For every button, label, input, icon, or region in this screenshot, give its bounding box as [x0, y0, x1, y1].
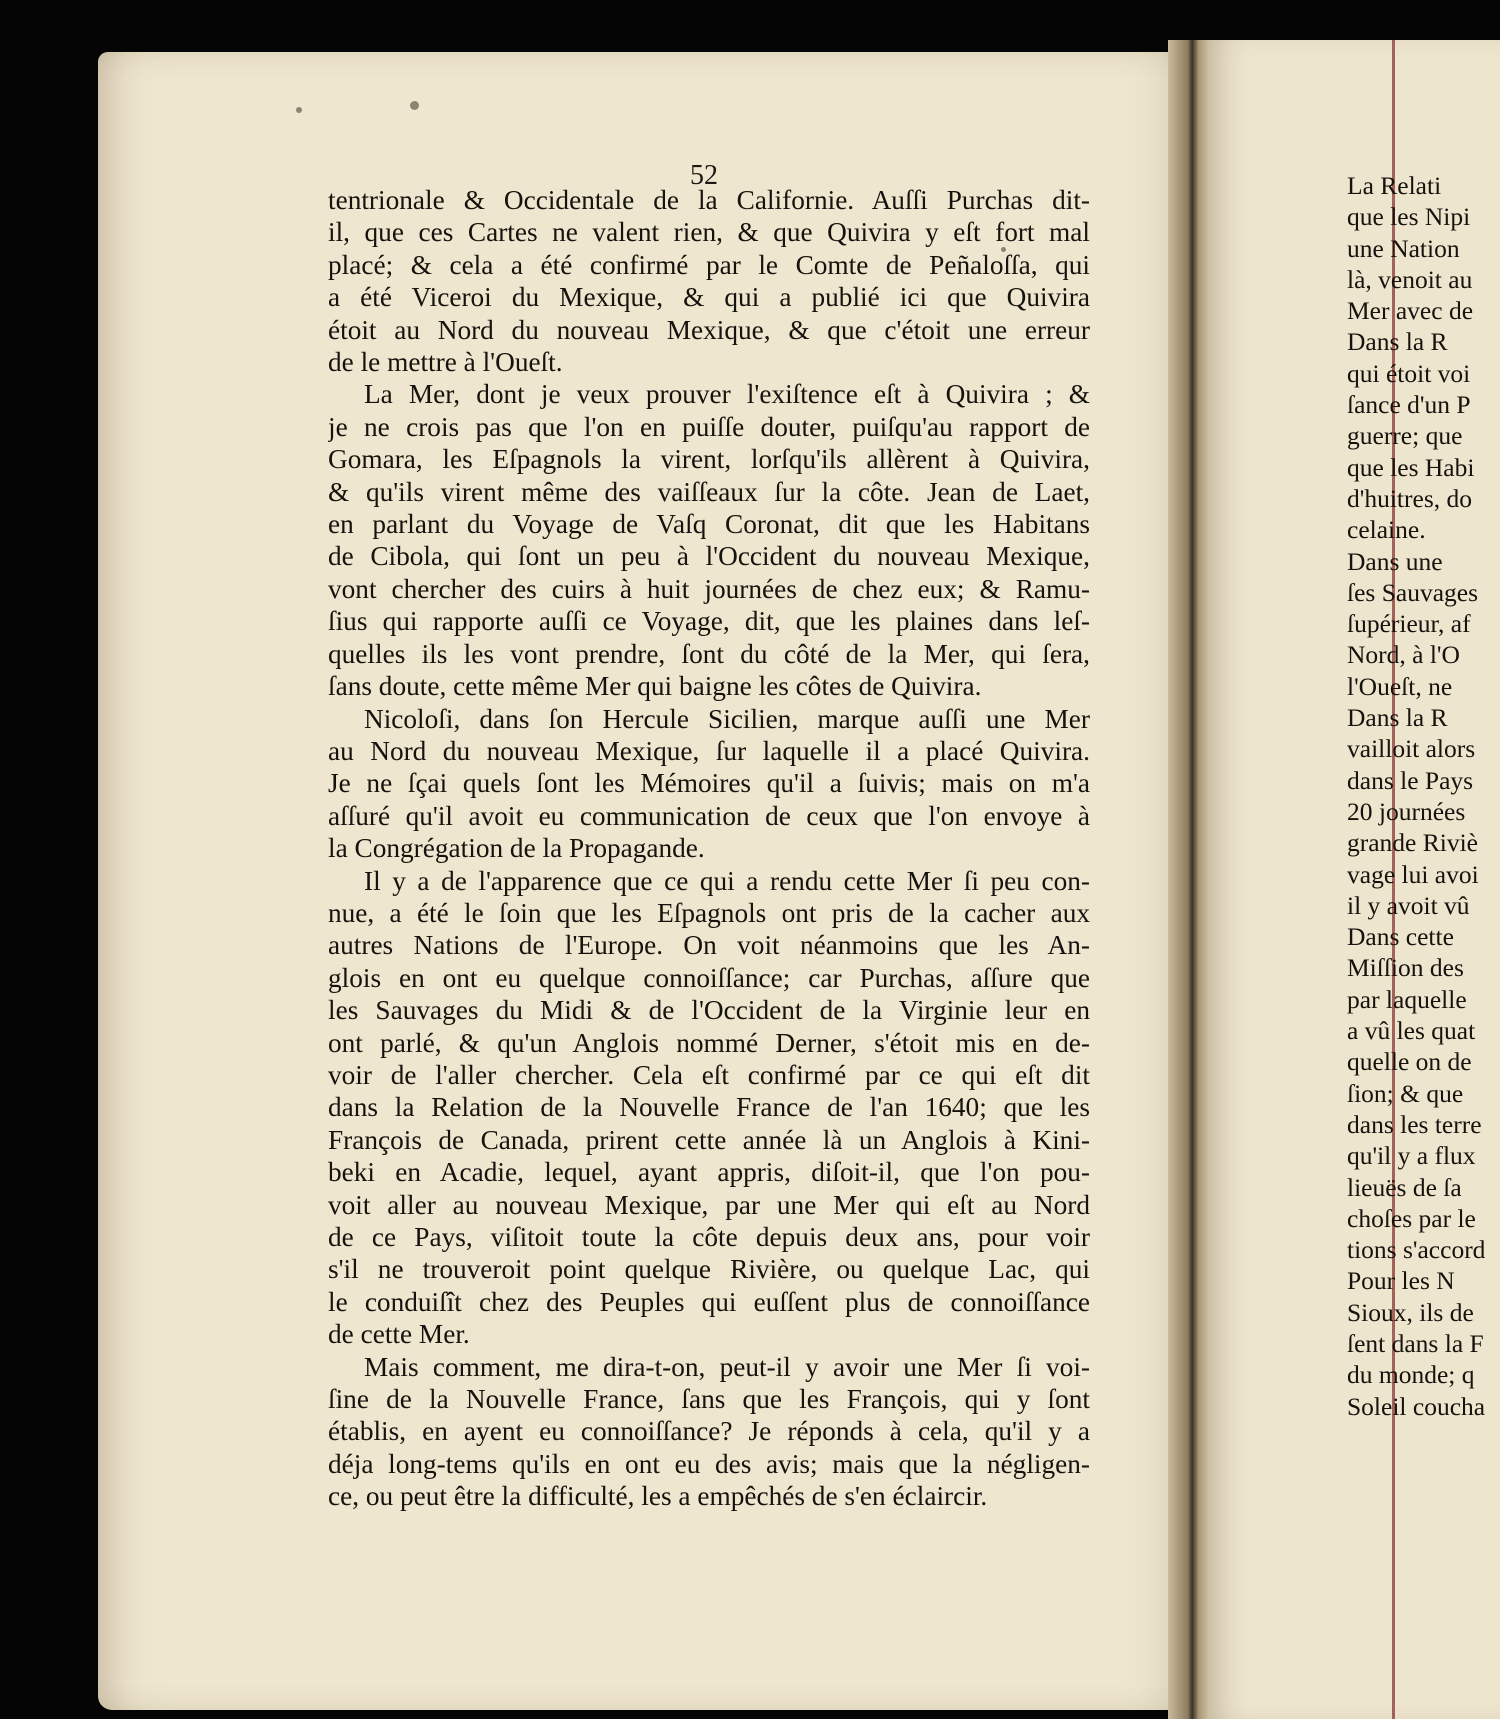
text-line: Nord, à l'O [1347, 640, 1460, 670]
text-line: je ne crois pas que l'on en puiſſe douter, puiſqu'au rapport de [328, 411, 1090, 442]
text-line: 20 journées [1347, 796, 1466, 826]
text-line: au Nord du nouveau Mexique, ſur laquelle il a placé Quivira. [328, 735, 1090, 766]
text-line: Dans la R [1347, 327, 1448, 357]
page-number: 52 [690, 160, 718, 191]
text-line: Dans une [1347, 546, 1443, 576]
text-line: déja long-tems qu'ils en ont eu des avis; mais que la négligen- [328, 1448, 1090, 1479]
paragraph-5 [328, 1351, 1090, 1513]
text-line: une Nation [1347, 233, 1460, 263]
text-line: tions s'accord [1347, 1235, 1486, 1265]
text-line: lieuës de ſa [1347, 1172, 1462, 1202]
text-line: ſent dans la F [1347, 1328, 1484, 1358]
text-line: ſine de la Nouvelle France, ſans que les François, qui y ſont [328, 1384, 1090, 1415]
text-line: glois en ont eu quelque connoiſſance; car Purchas, aſſure que [328, 962, 1090, 993]
text-line: il y avoit vû [1347, 890, 1470, 920]
text-line: aſſuré qu'il avoit eu communication de ceux que l'on envoye à [328, 800, 1090, 831]
text-line: de ce Pays, viſitoit toute la côte depuis deux ans, pour voir [328, 1222, 1090, 1252]
text-line: en parlant du Voyage de Vaſq Coronat, dit que les Habitans [328, 509, 1090, 540]
text-line: & qu'ils virent même des vaiſſeaux ſur la côte. Jean de Laet, [328, 476, 1090, 507]
text-line: que les Habi [1347, 452, 1475, 482]
text-line: beki en Acadie, lequel, ayant appris, diſoit-il, que l'on pou- [328, 1157, 1090, 1188]
text-line: ſupérieur, af [1347, 609, 1471, 639]
paper-speck [410, 101, 419, 110]
text-line: d'huitres, do [1347, 483, 1472, 513]
text-line: Soleil coucha [1347, 1391, 1486, 1421]
text-line: Pour les N [1347, 1266, 1455, 1296]
text-line: Dans cette [1347, 922, 1454, 952]
text-line: qu'il y a flux [1347, 1141, 1476, 1171]
text-line: a été Viceroi du Mexique, & qui a publié ici que Quivira [328, 282, 1090, 313]
text-line: du monde; q [1347, 1360, 1475, 1390]
paper-speck [296, 107, 302, 113]
text-line: de le mettre à l'Oueſt. [328, 347, 563, 378]
text-line: Je ne ſçai quels ſont les Mémoires qu'il a ſuivis; mais on m'a [328, 768, 1090, 799]
text-line: La Relati [1347, 171, 1442, 200]
paragraph-3 [328, 703, 1090, 865]
text-line: il, que ces Cartes ne valent rien, & que Quivira y eſt fort mal [328, 217, 1090, 248]
paragraph-1 [328, 184, 1090, 378]
book-gutter [1168, 40, 1212, 1719]
text-line: Gomara, les Eſpagnols la virent, lorſqu'ils allèrent à Quivira, [328, 444, 1090, 475]
text-line: vage lui avoi [1347, 859, 1479, 889]
text-line: la Congrégation de la Propagande. [328, 833, 705, 864]
text-line: La Mer, dont je veux prouver l'exiſtence eſt à Quivira ; & [364, 379, 1090, 410]
text-line: celaine. [1347, 515, 1426, 545]
text-line: ſance d'un P [1347, 390, 1471, 420]
text-line: dans la Relation de la Nouvelle France de l'an 1640; que les [328, 1092, 1090, 1123]
text-line: dans les terre [1347, 1109, 1482, 1139]
text-line: de cette Mer. [328, 1319, 470, 1350]
text-line: a vû les quat [1347, 1016, 1476, 1046]
text-line: Mer avec de [1347, 296, 1474, 326]
text-line: de Cibola, qui ſont un peu à l'Occident du nouveau Mexique, [328, 541, 1090, 572]
right-page-text [1347, 170, 1500, 1422]
text-line: que les Nipi [1347, 202, 1471, 232]
text-line: tentrionale & Occidentale de la Californie. Auſſi Purchas dit- [328, 185, 1090, 215]
left-page-text [328, 184, 1090, 1513]
text-line: s'il ne trouveroit point quelque Rivière, ou quelque Lac, qui [328, 1254, 1090, 1285]
text-line: ſes Sauvages [1347, 577, 1479, 607]
text-line: voir de l'aller chercher. Cela eſt confirmé par ce qui eſt dit [328, 1059, 1090, 1090]
text-line: François de Canada, prirent cette année là un Anglois à Kini- [328, 1124, 1090, 1155]
text-line: voit aller au nouveau Mexique, par une Mer qui eſt au Nord [328, 1189, 1090, 1220]
text-line: Nicoloſi, dans ſon Hercule Sicilien, marque auſſi une Mer [364, 703, 1090, 734]
text-line: grande Riviè [1347, 828, 1478, 858]
text-line: vont chercher des cuirs à huit journées de chez eux; & Ramu- [328, 573, 1090, 604]
text-line: Il y a de l'apparence que ce qui a rendu cette Mer ſi peu con- [364, 865, 1090, 896]
text-line: le conduiſît chez des Peuples qui euſſent plus de connoiſſance [328, 1286, 1090, 1317]
text-line: dans le Pays [1347, 765, 1474, 795]
text-line: Sioux, ils de [1347, 1297, 1474, 1327]
text-line: choſes par le [1347, 1203, 1476, 1233]
text-line: guerre; que [1347, 421, 1463, 451]
paragraph-2 [328, 378, 1090, 702]
text-line: là, venoit au [1347, 264, 1473, 294]
text-line: quelles ils les vont prendre, ſont du côté de la Mer, qui ſera, [328, 638, 1090, 669]
text-line: ſans doute, cette même Mer qui baigne les côtes de Quivira. [328, 671, 982, 702]
text-line: ſion; & que [1347, 1078, 1464, 1108]
text-line: placé; & cela a été confirmé par le Comte de Peñaloſſa, qui [328, 249, 1090, 280]
text-line: quelle on de [1347, 1047, 1472, 1077]
text-line: étoit au Nord du nouveau Mexique, & que c'étoit une erreur [328, 314, 1090, 345]
text-line: Dans la R [1347, 703, 1448, 733]
text-line: ſius qui rapporte auſſi ce Voyage, dit, que les plaines dans leſ- [328, 606, 1090, 637]
text-line: Miſſion des [1347, 953, 1464, 983]
text-line: qui étoit voi [1347, 358, 1471, 388]
text-line: les Sauvages du Midi & de l'Occident de la Virginie leur en [328, 995, 1090, 1026]
paragraph-4 [328, 865, 1090, 1351]
text-line: l'Oueſt, ne [1347, 671, 1453, 701]
text-line: nue, a été le ſoin que les Eſpagnols ont pris de la cacher aux [328, 897, 1090, 928]
text-line: ce, ou peut être la difficulté, les a empêchés de s'en éclaircir. [328, 1481, 988, 1512]
text-line: établis, en ayent eu connoiſſance? Je réponds à cela, qu'il y a [328, 1416, 1090, 1447]
text-line: Mais comment, me dira-t-on, peut-il y avoir une Mer ſi voi- [364, 1351, 1090, 1382]
text-line: ont parlé, & qu'un Anglois nommé Derner, s'étoit mis en de- [328, 1027, 1090, 1058]
text-line: vailloit alors [1347, 734, 1476, 764]
text-line: autres Nations de l'Europe. On voit néanmoins que les An- [328, 930, 1090, 961]
text-line: par laquelle [1347, 984, 1467, 1014]
